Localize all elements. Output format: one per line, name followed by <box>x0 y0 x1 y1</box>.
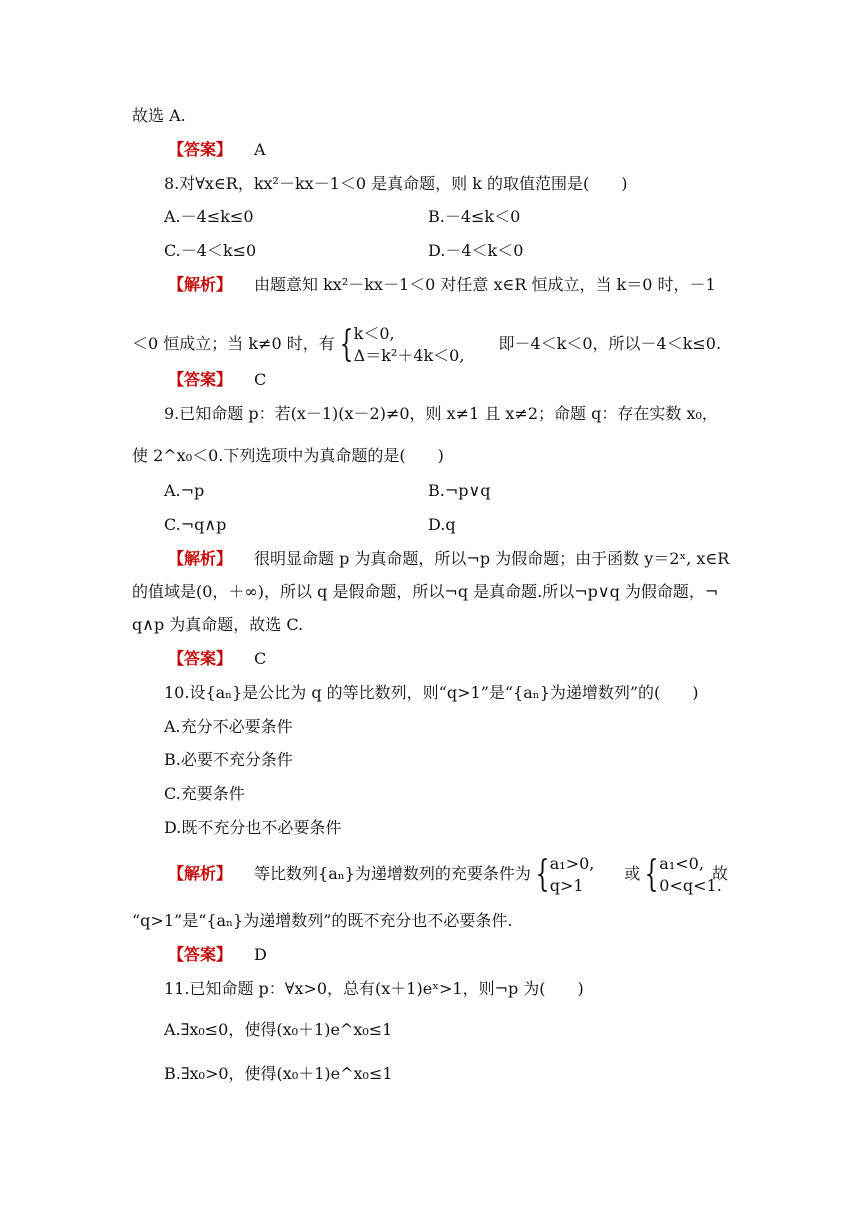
analysis-text: 很明显命题 p 为真命题，所以¬p 为假命题；由于函数 y＝2ˣ, x∈R <box>254 549 730 568</box>
option-11-b: B.∃x₀>0，使得(x₀＋1)e^x₀≤1 <box>164 1064 393 1083</box>
system-row-1: a₁>0, <box>549 853 595 873</box>
analysis-9-line1 <box>168 549 729 569</box>
answer-label: 【答案】 <box>168 945 233 964</box>
analysis-text: 等比数列{aₙ}为递增数列的充要条件为 <box>254 864 531 883</box>
question-9-line1: 9.已知命题 p：若(x－1)(x－2)≠0，则 x≠1 且 x≠2；命题 q：存在实数 x₀， <box>164 404 718 423</box>
option-8-c: C.－4＜k≤0 <box>164 241 257 260</box>
answer-value: C <box>254 370 267 389</box>
answer-value: C <box>254 649 267 668</box>
question-8: 8.对∀x∈R，kx²－kx－1＜0 是真命题，则 k 的取值范围是( ) <box>164 174 628 193</box>
system-row-2: q>1 <box>549 875 584 895</box>
analysis-9-line2: 的值域是(0，＋∞)，所以 q 是假命题，所以¬q 是真命题.所以¬p∨q 为假命题，¬ <box>132 582 719 601</box>
answer-8 <box>168 370 266 390</box>
system-row-2: Δ＝k²＋4k＜0, <box>353 345 465 365</box>
analysis-text: 即－4＜k＜0，所以－4＜k≤0. <box>498 334 722 353</box>
or-text: 或 <box>624 864 641 883</box>
system-row-2: 0<q<1. <box>659 875 722 895</box>
option-9-c: C.¬q∧p <box>164 515 227 534</box>
line-conclusion: 故选 A. <box>132 106 186 125</box>
answer-value: A <box>254 140 266 159</box>
analysis-label: 【解析】 <box>168 275 233 294</box>
option-11-a: A.∃x₀≤0，使得(x₀＋1)e^x₀≤1 <box>164 1020 393 1039</box>
option-8-b: B.－4≤k＜0 <box>428 207 521 226</box>
answer-9 <box>168 649 266 669</box>
left-brace-icon: { <box>535 853 550 895</box>
system-row-1: a₁<0, <box>659 853 704 873</box>
left-brace-icon: { <box>339 323 354 365</box>
option-9-b: B.¬p∨q <box>428 481 491 500</box>
analysis-10-line2: “q>1”是“{aₙ}为递增数列”的既不充分也不必要条件. <box>132 911 513 930</box>
analysis-8-line2 <box>132 322 721 367</box>
option-10-c: C.充要条件 <box>164 784 245 803</box>
left-brace-icon: { <box>644 853 659 895</box>
option-8-a: A.－4≤k≤0 <box>164 207 254 226</box>
condition-system-1 <box>550 853 595 897</box>
analysis-text: 由题意知 kx²－kx－1＜0 对任意 x∈R 恒成立，当 k＝0 时，－1 <box>254 275 716 294</box>
analysis-8-line1 <box>168 275 716 295</box>
inequality-system <box>354 323 465 367</box>
question-9-line2: 使 2^x₀＜0.下列选项中为真命题的是( ) <box>132 446 444 465</box>
answer-label: 【答案】 <box>168 370 233 389</box>
answer-value: D <box>254 945 267 964</box>
analysis-label: 【解析】 <box>168 864 233 883</box>
analysis-9-line3: q∧p 为真命题，故选 C. <box>132 615 304 634</box>
analysis-text: ＜0 恒成立；当 k≠0 时，有 <box>132 334 335 353</box>
system-row-1: k＜0, <box>353 323 395 343</box>
analysis-10-therefore: 故 <box>712 864 729 883</box>
option-10-d: D.既不充分也不必要条件 <box>164 818 342 837</box>
option-9-d: D.q <box>428 515 456 534</box>
option-10-a: A.充分不必要条件 <box>164 717 293 736</box>
answer-label: 【答案】 <box>168 140 233 159</box>
analysis-label: 【解析】 <box>168 549 233 568</box>
option-9-a: A.¬p <box>164 481 205 500</box>
option-8-d: D.－4＜k＜0 <box>428 241 524 260</box>
answer-label: 【答案】 <box>168 649 233 668</box>
option-10-b: B.必要不充分条件 <box>164 750 293 769</box>
answer-7 <box>168 140 266 160</box>
answer-10 <box>168 945 267 965</box>
analysis-10-line1 <box>168 852 722 897</box>
question-10: 10.设{aₙ}是公比为 q 的等比数列，则“q>1”是“{aₙ}为递增数列”的( ) <box>164 683 699 702</box>
question-11: 11.已知命题 p：∀x>0，总有(x＋1)eˣ>1，则¬p 为( ) <box>164 979 584 998</box>
